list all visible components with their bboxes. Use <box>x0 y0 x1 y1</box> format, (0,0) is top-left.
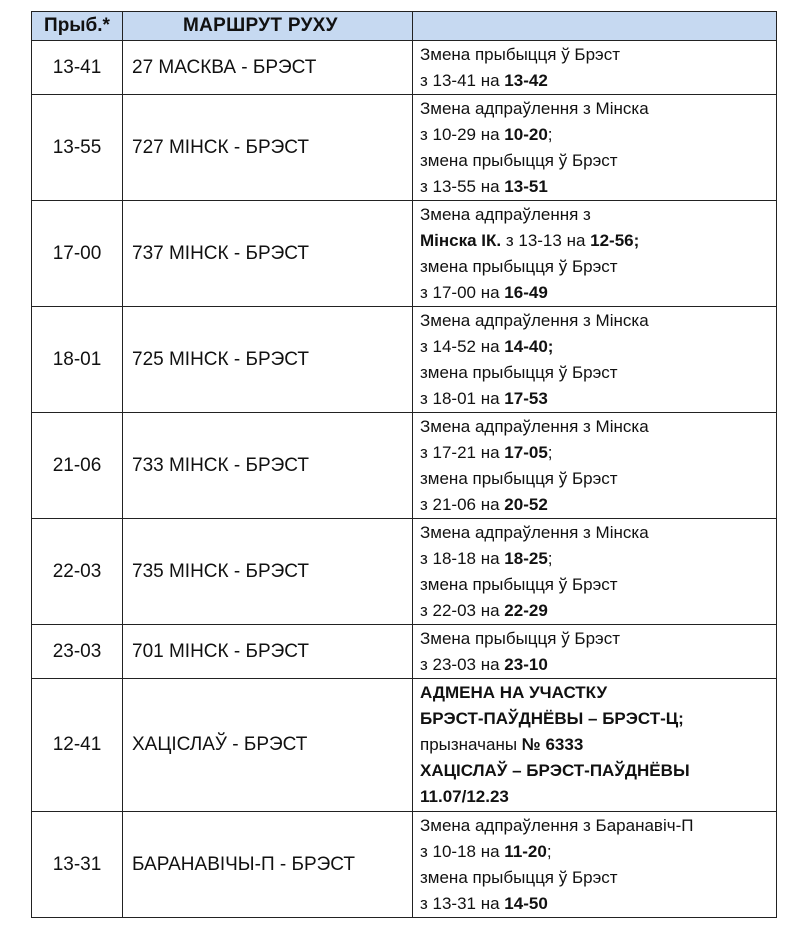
note-text: ; <box>547 548 553 568</box>
note-bold-text: 22-29 <box>504 600 548 620</box>
note-bold-text: 18-25 <box>504 548 548 568</box>
note-text: прызначаны <box>420 735 522 754</box>
note-line <box>420 68 776 94</box>
note-line <box>420 598 776 624</box>
note-bold-text: 17-53 <box>504 388 548 408</box>
route-cell: 733 МІНСК - БРЭСТ <box>123 413 413 519</box>
note-line <box>420 334 776 360</box>
note-text: ; <box>546 841 552 861</box>
note-text: з 10-18 на <box>420 841 505 861</box>
arrival-time-cell: 22-03 <box>32 519 123 625</box>
note-line <box>420 202 776 228</box>
note-line <box>420 572 776 598</box>
note-bold-text: Мінска ІК. <box>420 230 502 250</box>
route-cell: 725 МІНСК - БРЭСТ <box>123 307 413 413</box>
note-text: Змена адпраўлення з <box>420 204 591 224</box>
note-bold-text: 13-42 <box>504 70 548 90</box>
table-row <box>32 519 777 625</box>
note-line <box>420 96 776 122</box>
note-bold-text: 12-56; <box>590 230 640 250</box>
change-note-cell <box>413 625 777 679</box>
note-line <box>420 839 776 865</box>
arrival-time-cell: 23-03 <box>32 625 123 679</box>
note-line <box>420 520 776 546</box>
note-line <box>420 813 776 839</box>
note-bold-text: 23-10 <box>504 654 548 674</box>
note-line <box>420 228 776 254</box>
change-note-cell <box>413 812 777 918</box>
note-line <box>420 706 776 732</box>
note-line <box>420 42 776 68</box>
arrival-time-cell: 17-00 <box>32 201 123 307</box>
note-bold-text: БРЭСТ-ПАЎДНЁВЫ – БРЭСТ-Ц; <box>420 709 684 728</box>
note-line <box>420 758 776 784</box>
note-bold-text: 16-49 <box>504 282 548 302</box>
note-line <box>420 865 776 891</box>
note-text: з 13-55 на <box>420 176 505 196</box>
table-header-row <box>32 12 777 41</box>
note-bold-text: 11-20 <box>504 841 547 861</box>
note-text: з 17-21 на <box>420 442 505 462</box>
route-cell: БАРАНАВІЧЫ-П - БРЭСТ <box>123 812 413 918</box>
note-line <box>420 546 776 572</box>
note-text: з 22-03 на <box>420 600 505 620</box>
note-bold-text: ХАЦІСЛАЎ – БРЭСТ-ПАЎДНЁВЫ <box>420 761 690 780</box>
note-text: з 17-00 на <box>420 282 505 302</box>
note-text: змена прыбыцця ў Брэст <box>420 150 618 170</box>
table-row <box>32 95 777 201</box>
arrival-time-cell: 21-06 <box>32 413 123 519</box>
change-note-cell <box>413 679 777 812</box>
note-line <box>420 440 776 466</box>
header-route: МАРШРУТ РУХУ <box>123 12 413 41</box>
note-text: Змена адпраўлення з Мінска <box>420 310 649 330</box>
header-arrival: Прыб.* <box>32 12 123 41</box>
change-note-cell <box>413 95 777 201</box>
route-cell: 737 МІНСК - БРЭСТ <box>123 201 413 307</box>
note-line <box>420 784 776 810</box>
route-cell: 735 МІНСК - БРЭСТ <box>123 519 413 625</box>
note-bold-text: 14-40; <box>504 336 554 356</box>
arrival-time-cell: 13-55 <box>32 95 123 201</box>
note-text: змена прыбыцця ў Брэст <box>420 867 618 887</box>
note-text: Змена адпраўлення з Мінска <box>420 98 649 118</box>
note-line <box>420 492 776 518</box>
note-text: змена прыбыцця ў Брэст <box>420 256 618 276</box>
note-text: Змена прыбыцця ў Брэст <box>420 44 621 64</box>
note-line <box>420 254 776 280</box>
change-note-cell <box>413 413 777 519</box>
arrival-time-cell: 13-41 <box>32 41 123 95</box>
route-cell: 701 МІНСК - БРЭСТ <box>123 625 413 679</box>
note-text: Змена прыбыцця ў Брэст <box>420 628 621 648</box>
note-text: змена прыбыцця ў Брэст <box>420 362 618 382</box>
change-note-cell <box>413 519 777 625</box>
arrival-time-cell: 13-31 <box>32 812 123 918</box>
note-text: з 14-52 на <box>420 336 505 356</box>
route-cell: 27 МАСКВА - БРЭСТ <box>123 41 413 95</box>
note-bold-text: 11.07/12.23 <box>420 787 509 806</box>
note-text: ; <box>547 124 553 144</box>
table-row <box>32 413 777 519</box>
header-note <box>413 12 777 41</box>
note-bold-text: 13-51 <box>504 176 548 196</box>
note-text: з 13-13 на <box>501 230 591 250</box>
note-line <box>420 891 776 917</box>
note-text: з 13-41 на <box>420 70 505 90</box>
table-row <box>32 41 777 95</box>
table-row <box>32 201 777 307</box>
note-line <box>420 360 776 386</box>
note-text: Змена адпраўлення з Баранавіч-П <box>420 815 694 835</box>
note-bold-text: 20-52 <box>504 494 548 514</box>
note-line <box>420 308 776 334</box>
note-line <box>420 280 776 306</box>
arrival-time-cell: 12-41 <box>32 679 123 812</box>
note-text: з 10-29 на <box>420 124 505 144</box>
table-row <box>32 625 777 679</box>
note-line <box>420 652 776 678</box>
table-row <box>32 307 777 413</box>
table-row <box>32 679 777 812</box>
note-bold-text: № 6333 <box>521 735 584 754</box>
note-line <box>420 148 776 174</box>
note-text: Змена адпраўлення з Мінска <box>420 522 649 542</box>
note-bold-text: 17-05 <box>504 442 548 462</box>
table-row <box>32 812 777 918</box>
change-note-cell <box>413 307 777 413</box>
note-text: з 23-03 на <box>420 654 505 674</box>
note-line <box>420 732 776 758</box>
arrival-time-cell: 18-01 <box>32 307 123 413</box>
route-cell: ХАЦІСЛАЎ - БРЭСТ <box>123 679 413 812</box>
note-bold-text: 14-50 <box>504 893 548 913</box>
note-text: з 21-06 на <box>420 494 505 514</box>
note-line <box>420 414 776 440</box>
note-text: ; <box>547 442 553 462</box>
note-line <box>420 174 776 200</box>
schedule-table <box>31 11 777 918</box>
note-text: з 13-31 на <box>420 893 505 913</box>
note-line <box>420 680 776 706</box>
route-cell: 727 МІНСК - БРЭСТ <box>123 95 413 201</box>
change-note-cell <box>413 41 777 95</box>
note-bold-text: АДМЕНА НА УЧАСТКУ <box>420 683 608 702</box>
schedule-body <box>32 41 777 918</box>
note-text: змена прыбыцця ў Брэст <box>420 468 618 488</box>
note-line <box>420 626 776 652</box>
note-text: з 18-01 на <box>420 388 505 408</box>
note-text: змена прыбыцця ў Брэст <box>420 574 618 594</box>
note-line <box>420 386 776 412</box>
note-line <box>420 122 776 148</box>
note-text: Змена адпраўлення з Мінска <box>420 416 649 436</box>
note-text: з 18-18 на <box>420 548 505 568</box>
note-bold-text: 10-20 <box>504 124 548 144</box>
note-line <box>420 466 776 492</box>
change-note-cell <box>413 201 777 307</box>
